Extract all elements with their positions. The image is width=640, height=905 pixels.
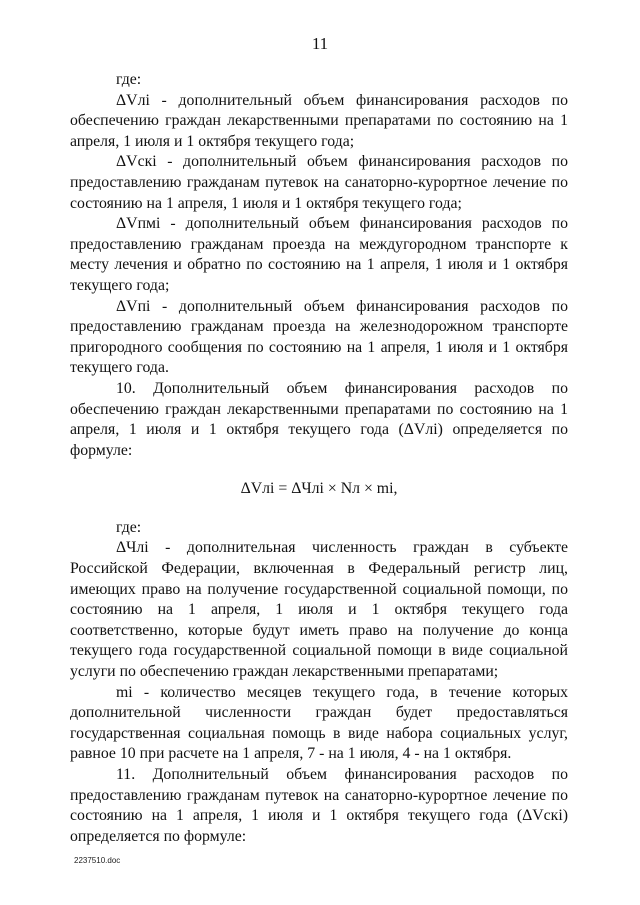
page-number: 11 (311, 34, 329, 53)
formula: ΔVлi = ΔЧлi × Nл × mi, (240, 480, 398, 498)
section-10-paragraph: 10. Дополнительный объем финансирования расходов по обеспечению граждан лекарственными препаратами по состоянию на 1 апреля, 1 июля и 1 октября текущего года (ΔVлi) определяется по формуле: (70, 379, 568, 459)
document-body (70, 70, 568, 847)
definition-delta-v-l: ΔVлi - дополнительный объем финансирования расходов по обеспечению граждан лекарственными препаратами по состоянию на 1 апреля, 1 июля и 1 октября текущего года; (70, 91, 568, 150)
definition-delta-v-sk: ΔVcкi - дополнительный объем финансирования расходов по предоставлению гражданам путевок на санаторно-курортное лечение по состоянию на 1 апреля, 1 июля и 1 октября текущего года; (70, 153, 568, 212)
section-11-paragraph: 11. Дополнительный объем финансирования расходов по предоставлению гражданам путевок на санаторно-курортное лечение по состоянию на 1 апреля, 1 июля и 1 октября текущего года (ΔVcкi) определяется по формуле: (70, 766, 568, 845)
definition-delta-ch-l: ΔЧлi - дополнительная численность граждан в субъекте Российской Федерации, включенная в Федеральный регистр лиц, имеющих право на получение государственной социальной помощи, по состоянию на 1 апреля, 1 июля и 1 октября текущего года соответственно, которые будут иметь право на получение до конца текущего года государственной социальной помощи в виде социальной услуги по обеспечению граждан лекарственными препаратами; (70, 539, 568, 681)
where-label: где: (116, 71, 142, 88)
definition-delta-v-p: ΔVпi - дополнительный объем финансирования расходов по предоставлению гражданам проезда на железнодорожном транспорте пригородного сообщения по состоянию на 1 апреля, 1 июля и 1 октября текущего года. (70, 297, 568, 377)
footer-filename: 2237510.doc (74, 856, 121, 865)
definition-mi: mi - количество месяцев текущего года, в течение которых дополнительной численности граждан будет предоставляться государственная социальная помощь в виде набора социальных услуг, равное 10 при расчете на 1 апреля, 7 - на 1 июля, 4 - на 1 октября. (70, 683, 568, 763)
definition-delta-v-pm: ΔVпмi - дополнительный объем финансирования расходов по предоставлению гражданам проезда на междугородном транспорте к месту лечения и обратно по состоянию на 1 апреля, 1 июля и 1 октября текущего года; (70, 215, 568, 294)
where-label-2: где: (116, 518, 142, 536)
